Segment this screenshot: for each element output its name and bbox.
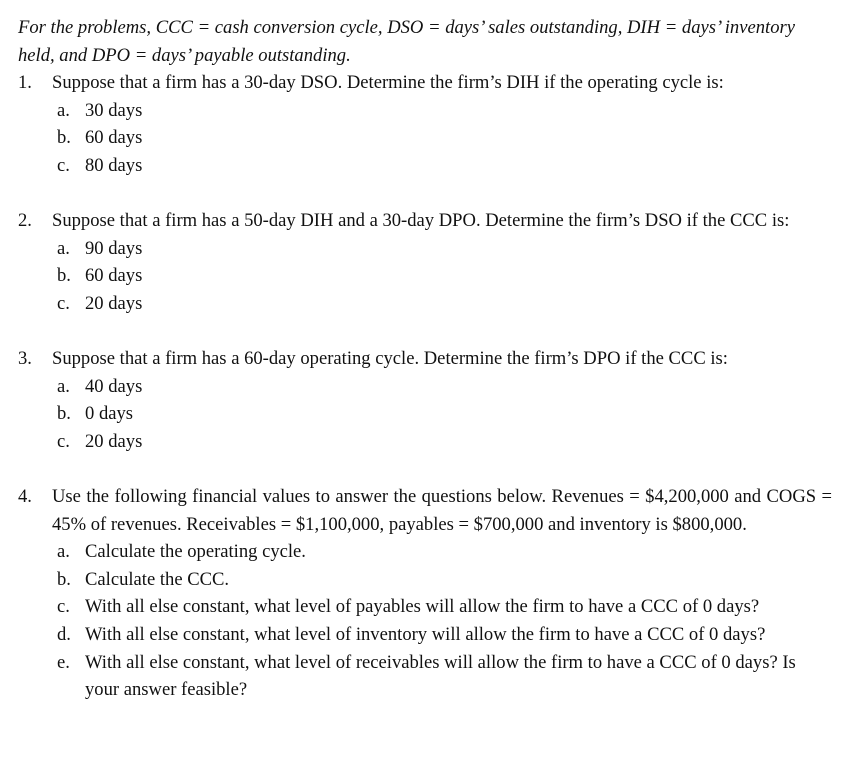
subquestion-text: 0 days [85, 403, 134, 425]
spacer [18, 318, 832, 346]
subquestion-letter: e. [57, 651, 70, 673]
problem-number: 3. [18, 348, 32, 370]
subquestion-text: With all else constant, what level of inventory will allow the firm to have a CCC of 0 days? [85, 624, 766, 646]
problem-stem: Suppose that a firm has a 60-day operating cycle. Determine the firm’s DPO if the CCC is: [52, 348, 728, 370]
subquestion-list [52, 538, 832, 704]
subquestion-text: With all else constant, what level of receivables will allow the firm to have a CCC of 0 days? Is your answer feasible? [85, 651, 796, 701]
subquestion-list [52, 97, 832, 180]
document-page [18, 14, 832, 704]
subquestion-text: 20 days [85, 430, 143, 452]
problem-number: 4. [18, 486, 32, 508]
subquestion [52, 400, 832, 428]
problem-stem: Use the following financial values to answer the questions below. Revenues = $4,200,000 and COGS = 45% of revenues. Receivables = $1,100,000, payables = $700,000 and inventory is $800,000. [52, 486, 832, 535]
subquestion-letter: a. [57, 237, 70, 259]
subquestion-text: 90 days [85, 237, 143, 259]
subquestion-letter: a. [57, 99, 70, 121]
subquestion-text: 60 days [85, 265, 143, 287]
subquestion-text: 80 days [85, 154, 143, 176]
intro-definitions: For the problems, CCC = cash conversion cycle, DSO = days’ sales outstanding, DIH = days’ inventory held, and DPO = days’ payable outstanding. [18, 17, 795, 66]
subquestion [52, 235, 832, 263]
problem-number: 2. [18, 210, 32, 232]
subquestion-letter: c. [57, 430, 70, 452]
subquestion-letter: b. [57, 127, 71, 149]
subquestion-list [52, 235, 832, 318]
problem-stem: Suppose that a firm has a 30-day DSO. Determine the firm’s DIH if the operating cycle is: [52, 72, 724, 94]
subquestion [52, 621, 832, 649]
subquestion [52, 649, 832, 704]
problem-number: 1. [18, 72, 32, 94]
subquestion-text: 60 days [85, 127, 143, 149]
subquestion [52, 566, 832, 594]
subquestion-text: 30 days [85, 99, 143, 121]
subquestion-list [52, 373, 832, 456]
problem-2 [18, 207, 832, 317]
subquestion-letter: c. [57, 292, 70, 314]
subquestion [52, 538, 832, 566]
problem-4 [18, 483, 832, 704]
subquestion-text: With all else constant, what level of payables will allow the firm to have a CCC of 0 days? [85, 596, 760, 618]
subquestion [52, 290, 832, 318]
subquestion [52, 124, 832, 152]
subquestion [52, 428, 832, 456]
subquestion-letter: c. [57, 596, 70, 618]
spacer [18, 456, 832, 484]
subquestion [52, 262, 832, 290]
subquestion-letter: b. [57, 265, 71, 287]
problem-stem: Suppose that a firm has a 50-day DIH and a 30-day DPO. Determine the firm’s DSO if the CCC is: [52, 210, 790, 232]
subquestion-text: Calculate the operating cycle. [85, 541, 306, 563]
spacer [18, 180, 832, 208]
subquestion-letter: d. [57, 624, 71, 646]
subquestion-text: Calculate the CCC. [85, 568, 230, 590]
subquestion-letter: b. [57, 403, 71, 425]
subquestion-letter: a. [57, 375, 70, 397]
subquestion [52, 97, 832, 125]
subquestion [52, 373, 832, 401]
subquestion-letter: b. [57, 568, 71, 590]
subquestion [52, 593, 832, 621]
problem-3 [18, 345, 832, 455]
subquestion [52, 152, 832, 180]
subquestion-letter: c. [57, 154, 70, 176]
subquestion-letter: a. [57, 541, 70, 563]
problem-1 [18, 69, 832, 179]
subquestion-text: 40 days [85, 375, 143, 397]
subquestion-text: 20 days [85, 292, 143, 314]
